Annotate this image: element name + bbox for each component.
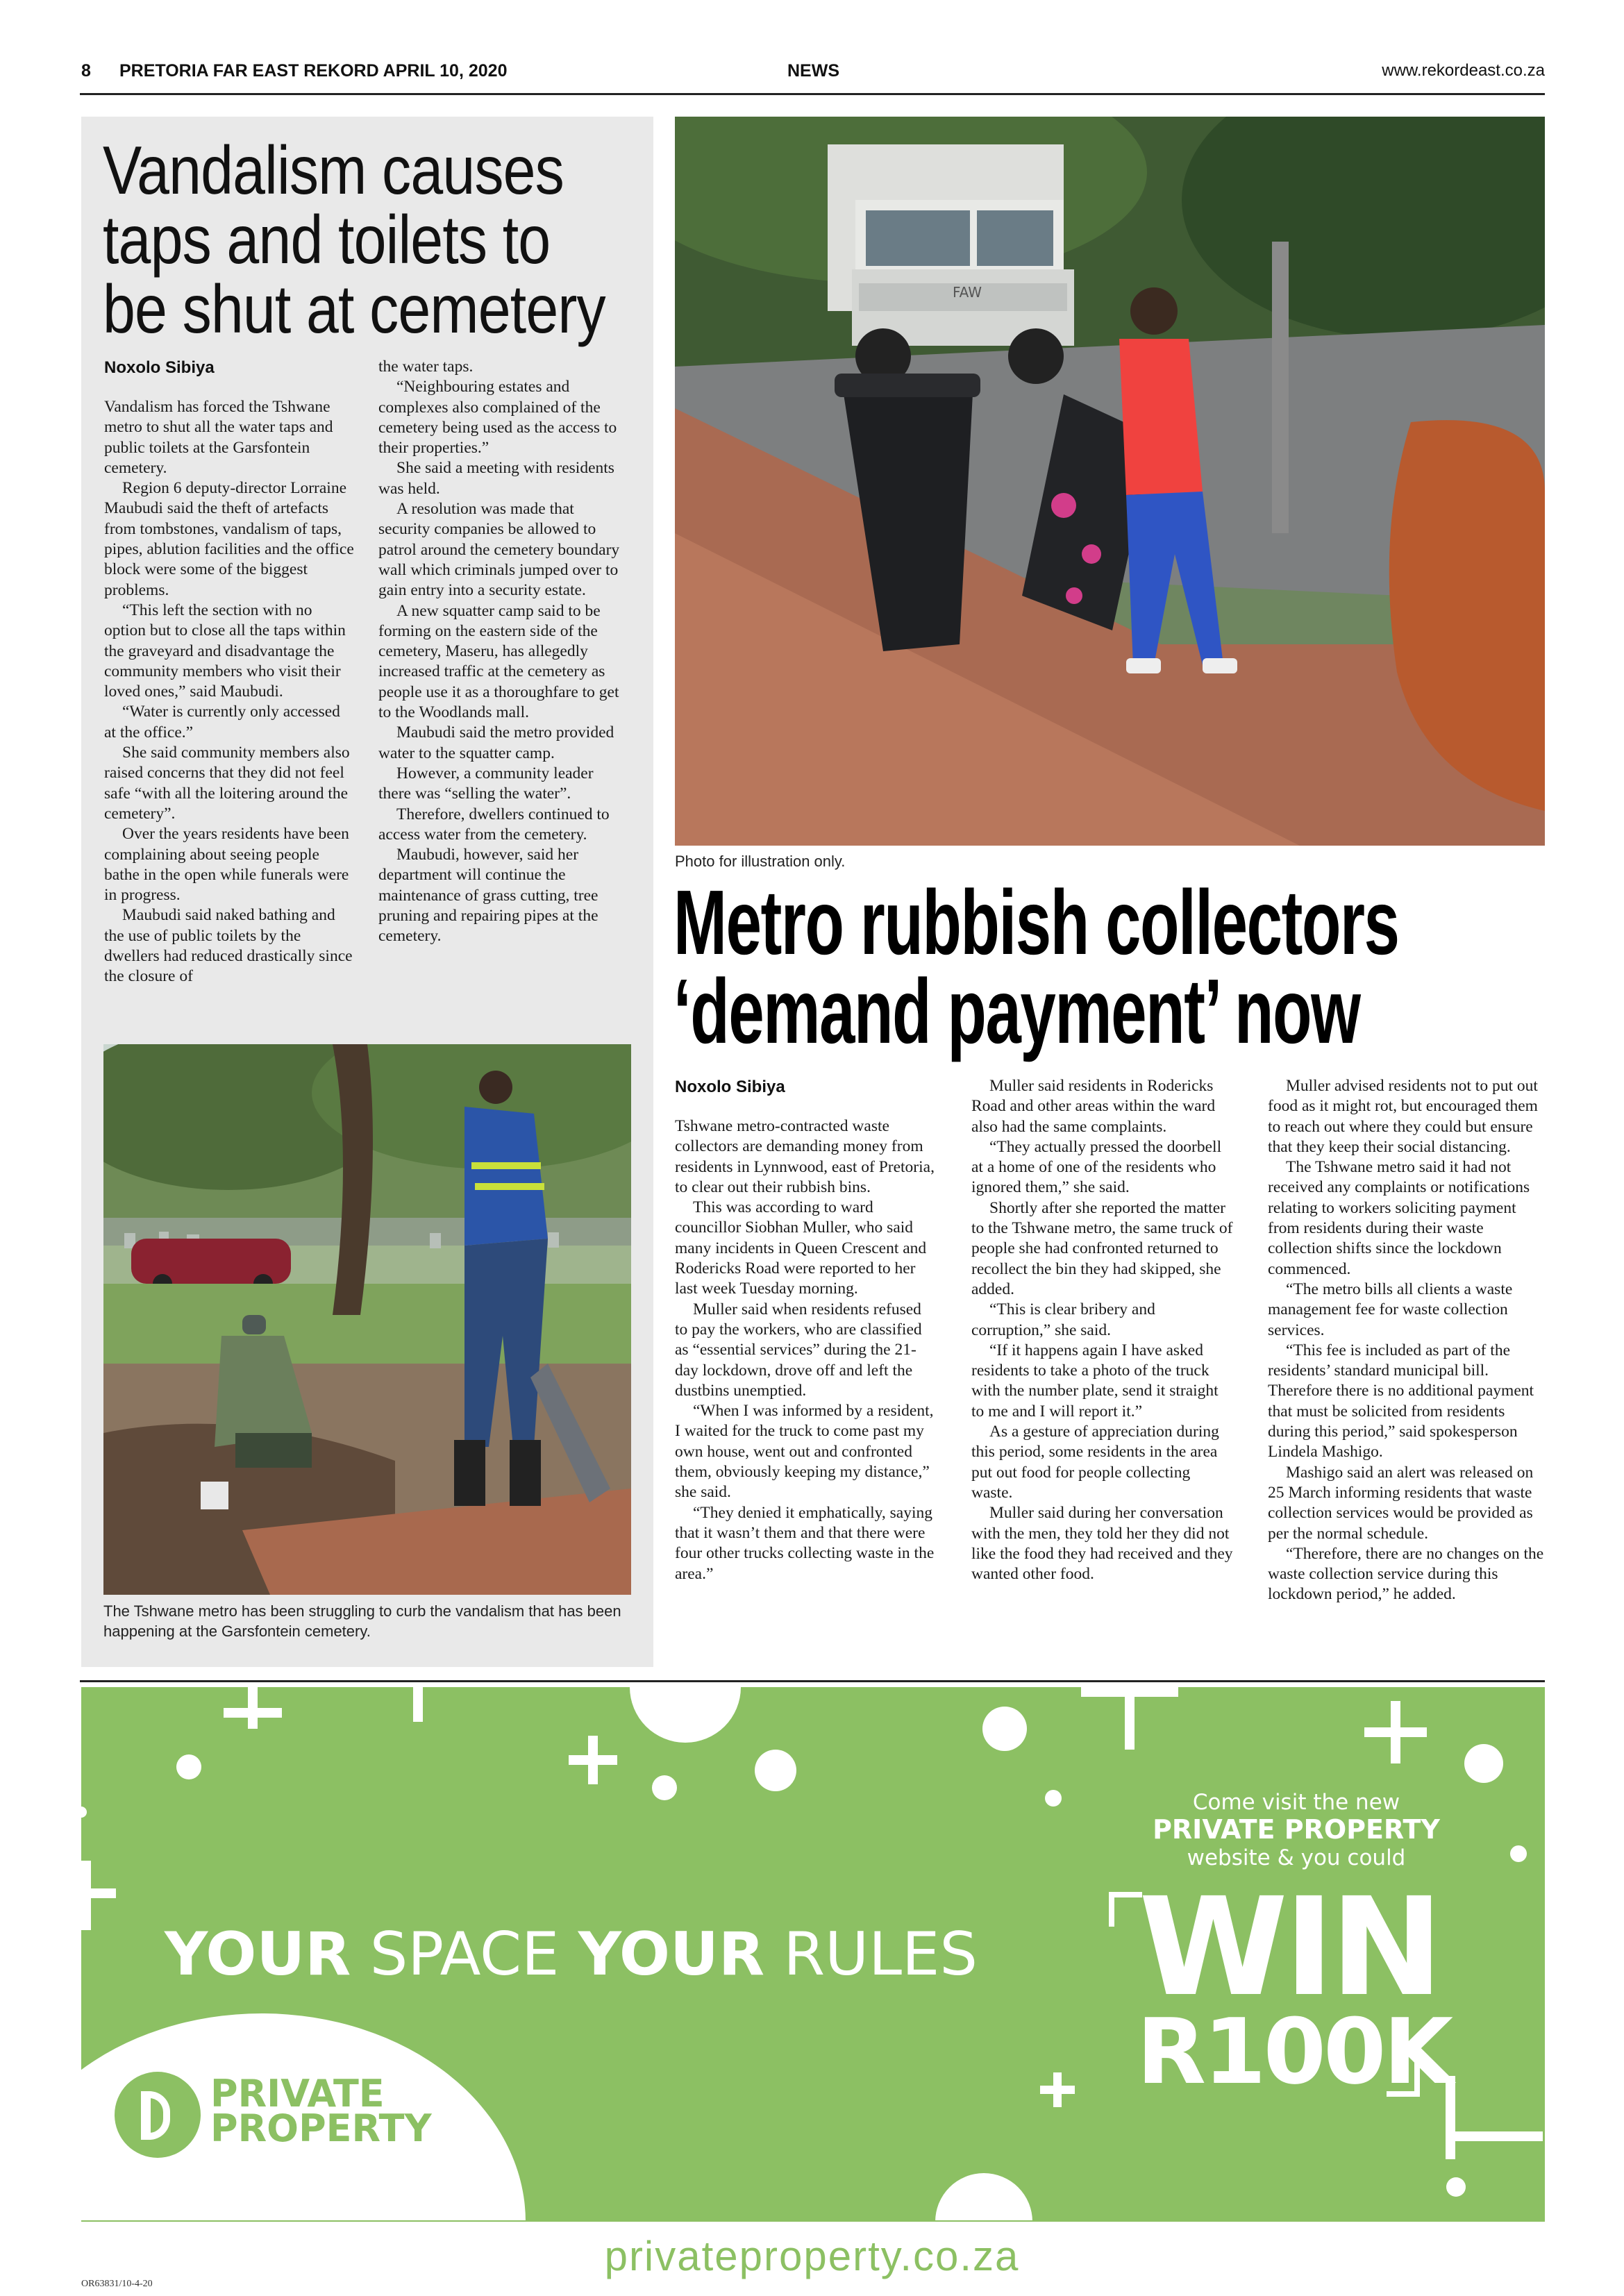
story2-column-1 (675, 1116, 937, 1584)
paragraph: the water taps. (378, 358, 474, 376)
masthead-rule (80, 93, 1545, 95)
paragraph: Muller said residents in Rodericks Road and other areas within the ward also had the same complaints. (971, 1077, 1216, 1136)
paragraph: This was according to ward councillor Siobhan Muller, who said many incidents in Queen Crescent and Rodericks Road were reported to her last week Tuesday morning. (675, 1198, 927, 1298)
section-divider (80, 1680, 1545, 1682)
paragraph: Region 6 deputy-director Lorraine Maubudi said the theft of artefacts from tombstones, vandalism of taps, pipes, ablution facilities and the office block were some of the biggest problems. (104, 479, 354, 599)
private-property-advert[interactable] (81, 1687, 1545, 2222)
story2-column-2 (971, 1076, 1234, 1584)
paragraph: Tshwane metro-contracted waste collectors are demanding money from residents in Lynnwood, east of Pretoria, to clear out their rubbish bins. (675, 1117, 935, 1196)
paragraph: Over the years residents have been complaining about seeing people bathe in the open while funerals were in progress. (104, 825, 349, 905)
advert-reference: OR63831/10-4-20 (81, 2279, 153, 2289)
story1-column-1 (104, 397, 355, 987)
paragraph: A new squatter camp said to be forming on the eastern side of the cemetery, Maseru, has allegedly increased traffic at the cemetery as people use it as a thoroughfare to get to the Woodlands mall. (378, 601, 619, 722)
advert-slogan (165, 1920, 978, 1989)
cemetery-photo-caption: The Tshwane metro has been struggling to curb the vandalism that has been happening at the Garsfontein cemetery. (103, 1602, 621, 1640)
paragraph: “Water is currently only accessed at the office.” (104, 703, 340, 741)
paragraph: “This fee is included as part of the residents’ standard municipal bill. Therefore there is no additional payment that must be solicited from residents during this period,” said spokesperson Lindela Mashigo. (1268, 1341, 1534, 1461)
paragraph: Muller said during her conversation with the men, they told her they did not like the food they had received and they wanted other food. (971, 1504, 1233, 1584)
slogan-word: SPACE (351, 1920, 578, 1989)
story1-headline (103, 132, 687, 347)
advert-intro-line1: Come visit the new (1192, 1790, 1400, 1815)
paragraph: She said a meeting with residents was held. (378, 459, 614, 498)
rubbish-collector-photo (675, 117, 1545, 846)
page-number: 8 (81, 61, 91, 81)
paragraph: “Therefore, there are no changes on the waste collection service during this lockdown period,” he added. (1268, 1544, 1544, 1604)
private-property-logo-icon (115, 2072, 201, 2158)
paragraph: She said community members also raised concerns that they did not feel safe “with all the loitering around the cemetery”. (104, 744, 350, 823)
paragraph: Maubudi, however, said her department will continue the maintenance of grass cutting, tree pruning and repairing pipes at the cemetery. (378, 846, 598, 946)
story2-column-3 (1268, 1076, 1544, 1605)
paragraph: Therefore, dwellers continued to access water from the cemetery. (378, 805, 610, 844)
paragraph: Maubudi said the metro provided water to the squatter camp. (378, 723, 614, 762)
truck-badge: FAW (953, 284, 982, 301)
paragraph: “Neighbouring estates and complexes also complained of the cemetery being used as the access to their properties.” (378, 378, 617, 458)
paragraph: “When I was informed by a resident, I waited for the truck to come past my own house, went out and confronted them, obviously keeping my distance,” she said. (675, 1402, 934, 1502)
advert-intro-brand: PRIVATE PROPERTY (1153, 1814, 1440, 1845)
story2-byline: Noxolo Sibiya (675, 1078, 785, 1096)
advert-win: WIN (1139, 1868, 1439, 2026)
section-label: NEWS (787, 61, 839, 81)
paragraph: Muller said when residents refused to pay the workers, who are classified as “essential services” during the 21-day lockdown, drove off and left the dustbins unemptied. (675, 1300, 922, 1400)
paragraph: “They actually pressed the doorbell at a home of one of the residents who ignored them,” she said. (971, 1137, 1222, 1197)
paragraph: Maubudi said naked bathing and the use of public toilets by the dwellers had reduced drastically since the closure of (104, 906, 353, 986)
advert-bottom-rule (81, 2220, 1545, 2222)
slogan-word: YOUR (578, 1920, 765, 1989)
paragraph: As a gesture of appreciation during this period, some residents in the area put out food for people collecting waste. (971, 1423, 1219, 1502)
paragraph: “This left the section with no option but to close all the taps within the graveyard and disadvantage the community members who visit their loved ones,” said Maubudi. (104, 601, 346, 701)
slogan-word: YOUR (165, 1920, 351, 1989)
headline-line: be shut at cemetery (103, 271, 605, 347)
logo-wordmark-line1: PRIVATE (210, 2072, 385, 2115)
website-link[interactable]: www.rekordeast.co.za (1382, 61, 1545, 80)
paragraph: However, a community leader there was “selling the water”. (378, 764, 594, 803)
paragraph: “If it happens again I have asked residents to take a photo of the truck with the number plate, send it straight to me and I will report it.” (971, 1341, 1219, 1421)
story1-byline: Noxolo Sibiya (104, 358, 215, 377)
paragraph: Mashigo said an alert was released on 25 March informing residents that waste collection services would be provided as per the normal schedule. (1268, 1463, 1534, 1543)
logo-wordmark-line2: PROPERTY (210, 2106, 432, 2150)
slogan-word: RULES (764, 1920, 978, 1989)
paragraph: “The metro bills all clients a waste management fee for waste collection services. (1268, 1280, 1513, 1339)
paragraph: Muller advised residents not to put out food as it might rot, but encouraged them to reach out where they could but ensure that they keep their social distancing. (1268, 1077, 1538, 1156)
advert-intro-line3: website & you could (1187, 1845, 1406, 1870)
paragraph: The Tshwane metro said it had not received any complaints or notifications relating to workers soliciting payment from residents during their waste collection shifts since the lockdown commenced. (1268, 1158, 1530, 1278)
rubbish-photo-caption: Photo for illustration only. (675, 853, 846, 870)
paragraph: Shortly after she reported the matter to the Tshwane metro, the same truck of people she had confronted returned to recollect the bin they had skipped, she added. (971, 1198, 1233, 1298)
cemetery-workers-photo (103, 1044, 631, 1595)
headline-line: Metro rubbish collectors (673, 871, 1399, 973)
advert-prize-amount: R100K (1137, 1999, 1451, 2104)
paragraph: “They denied it emphatically, saying that it wasn’t them and that there were four other trucks collecting waste in the area.” (675, 1503, 935, 1583)
story2-headline (673, 871, 1624, 1062)
paragraph: “This is clear bribery and corruption,” she said. (971, 1300, 1155, 1339)
headline-line: ‘demand payment’ now (673, 960, 1360, 1062)
story1-column-2 (378, 357, 630, 947)
publication-date: PRETORIA FAR EAST REKORD APRIL 10, 2020 (119, 61, 508, 81)
headline-line: taps and toilets to (103, 201, 551, 278)
paragraph: Vandalism has forced the Tshwane metro to shut all the water taps and public toilets at the Garsfontein cemetery. (104, 398, 333, 477)
headline-line: Vandalism causes (103, 132, 564, 208)
paragraph: A resolution was made that security companies be allowed to patrol around the cemetery boundary wall which criminals jumped over to gain entry into a security estate. (378, 500, 620, 600)
advert-url[interactable]: privateproperty.co.za (604, 2233, 1020, 2279)
